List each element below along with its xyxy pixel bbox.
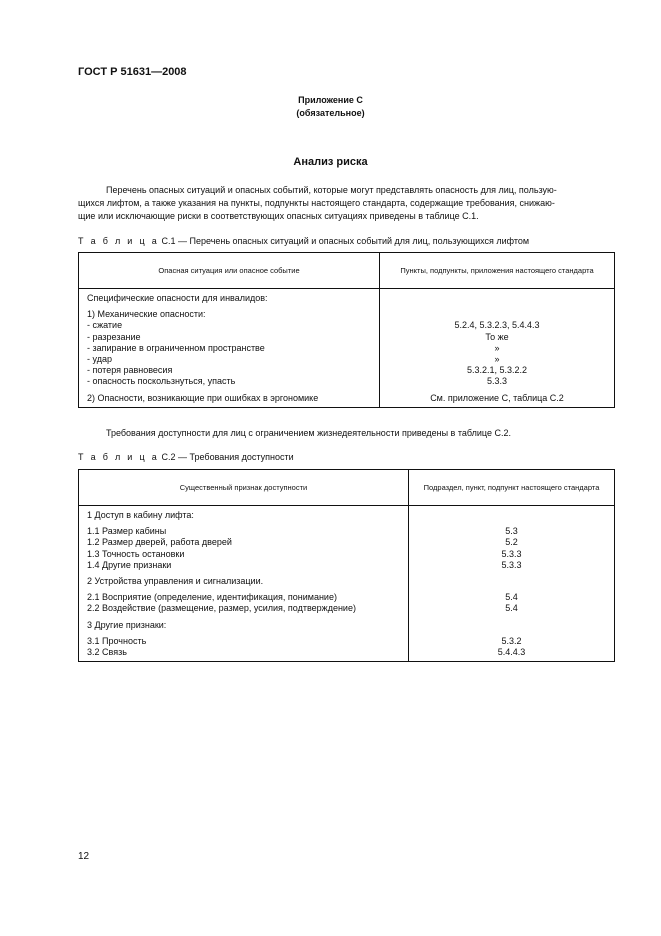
table-row-left: 1.4 Другие признаки (87, 559, 172, 570)
table-row-right: 5.4.4.3 (497, 647, 526, 658)
mid-text: Требования доступности для лиц с ограничением жизнедеятельности приведены в таблице С.2. (106, 428, 511, 438)
table-row-left: Специфические опасности для инвалидов: (87, 293, 268, 303)
table2-caption (78, 452, 294, 462)
table-row-right: 5.3.3 (501, 548, 522, 559)
table-row-left: - разрезание (87, 331, 141, 342)
table-row-right: 5.3.2.1, 5.3.2.2 (466, 365, 528, 376)
table-row-left: 2) Опасности, возникающие при ошибках в эргономике (87, 392, 319, 403)
table-row-left: 2 Устройства управления и сигнализации. (87, 576, 264, 587)
table-row-left: 3.2 Связь (87, 647, 127, 658)
intro-paragraph (78, 184, 614, 223)
table-row-right (413, 510, 610, 521)
table-row-right: То же (485, 331, 509, 342)
table-row-right (384, 293, 610, 304)
table2-left-column (79, 506, 409, 662)
table-row-right: 5.3 (505, 526, 518, 537)
intro-line: Перечень опасных ситуаций и опасных событий, которые могут представлять опасность для лиц, пользую- (106, 185, 557, 195)
table-row-right (413, 620, 610, 631)
table1-caption (78, 236, 529, 246)
table-row-left: - сжатие (87, 320, 123, 331)
table1-col2-header: Пункты, подпункты, приложения настоящего стандарта (380, 253, 615, 289)
annex-status: (обязательное) (296, 108, 365, 118)
table2-right-column (409, 506, 615, 662)
table-row-left: 3 Другие признаки: (87, 619, 167, 630)
table-row-left: 3.1 Прочность (87, 635, 147, 646)
table2-col1-header: Существенный признак доступности (79, 470, 409, 506)
table-row-right: » (494, 342, 500, 353)
table-row-right: 5.2 (505, 537, 518, 548)
table2-col2-header: Подраздел, пункт, подпункт настоящего стандарта (409, 470, 615, 506)
table-row-right: 5.2.4, 5.3.2.3, 5.4.4.3 (454, 320, 540, 331)
table-row-right: См. приложение С, таблица С.2 (430, 392, 564, 403)
table-row-left: 1 Доступ в кабину лифта: (87, 510, 194, 520)
section-title: Анализ риска (293, 156, 368, 168)
intro-line: щие или исключающие риски в соответствующих опасных ситуациях приведены в таблице С.1. (78, 211, 479, 221)
table-row-right: 5.4 (505, 592, 518, 603)
table-row-left: 1) Механические опасности: (87, 309, 206, 320)
table-row-left: 2.1 Восприятие (определение, идентификация, понимание) (87, 592, 337, 603)
table-row-left: 1.1 Размер кабины (87, 526, 167, 537)
table-row-right: » (494, 354, 500, 365)
table1-col1-header: Опасная ситуация или опасное событие (79, 253, 380, 289)
table1-left-column (79, 289, 380, 408)
table-c1 (78, 252, 615, 408)
table-row-right: 5.3.3 (501, 559, 522, 570)
table-row-right: 5.4 (505, 603, 518, 614)
table-row-right: 5.3.2 (501, 635, 522, 646)
table1-caption-prefix: Т а б л и ц а (78, 236, 159, 246)
table-row-left: 1.3 Точность остановки (87, 548, 185, 559)
table2-caption-text: С.2 — Требования доступности (159, 452, 294, 462)
table-row-right (384, 309, 610, 320)
page-number: 12 (78, 851, 90, 862)
table-row-right: 5.3.3 (486, 376, 508, 387)
table1-right-column (380, 289, 615, 408)
table-row-left: - запирание в ограниченном пространстве (87, 342, 265, 353)
annex-title: Приложение С (298, 95, 363, 105)
table-row-left: 1.2 Размер дверей, работа дверей (87, 537, 232, 548)
table2-caption-prefix: Т а б л и ц а (78, 452, 159, 462)
table-row-left: - потеря равновесия (87, 365, 173, 376)
table1-caption-text: С.1 — Перечень опасных ситуаций и опасных событий для лиц, пользующихся лифтом (159, 236, 530, 246)
intro-line: щихся лифтом, а также указания на пункты, подпункты настоящего стандарта, содержащие требования, снижаю- (78, 198, 555, 208)
table-row-left: 2.2 Воздействие (размещение, размер, усилия, подтверждение) (87, 603, 356, 614)
table-row-left: - удар (87, 354, 112, 365)
document-id: ГОСТ Р 51631—2008 (78, 66, 187, 78)
table-c2 (78, 469, 615, 662)
table-row-left: - опасность поскользнуться, упасть (87, 376, 236, 387)
mid-paragraph (78, 427, 614, 440)
table-row-right (413, 576, 610, 587)
